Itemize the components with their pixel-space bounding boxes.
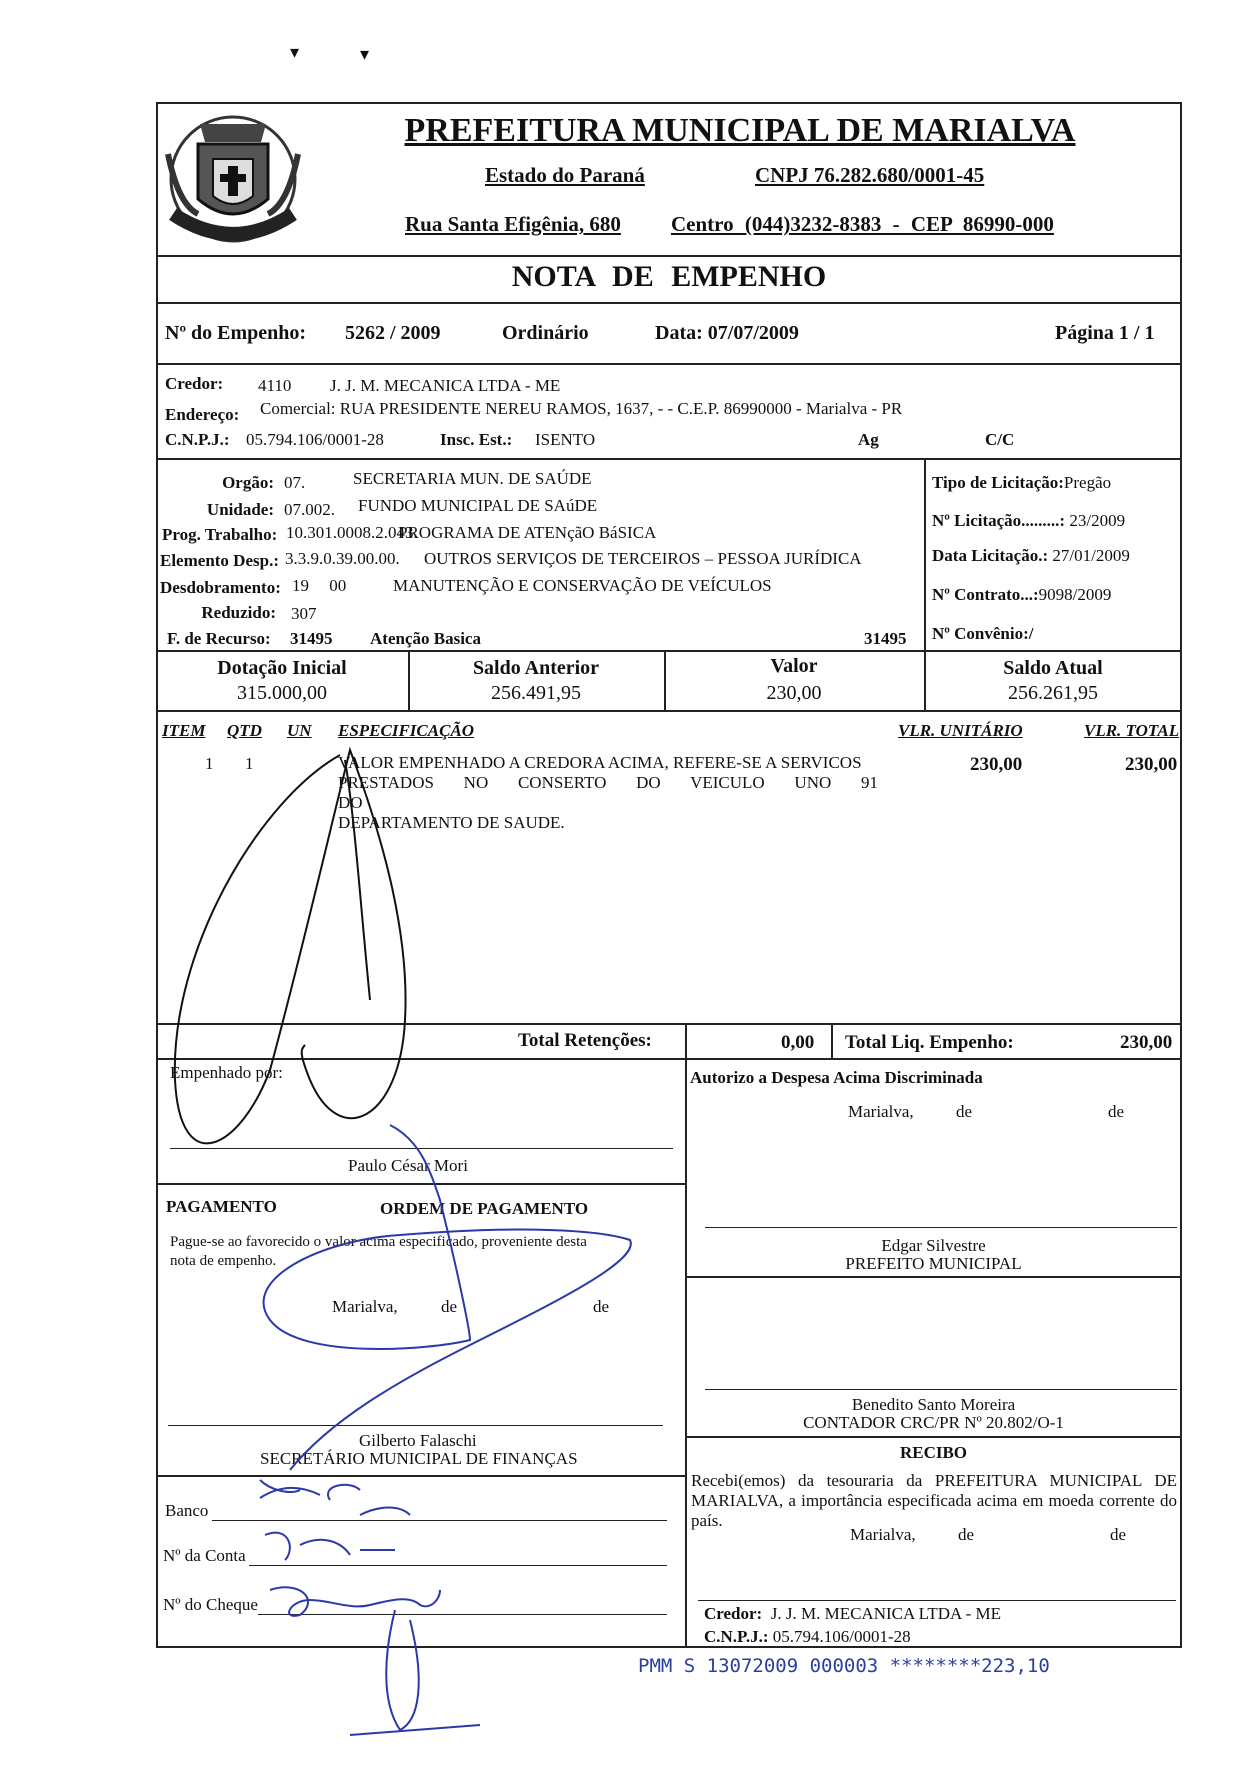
pagamento-text: Pague-se ao favorecido o valor acima especificado, proveniente desta: [170, 1234, 587, 1250]
recibo-city: Marialva,: [850, 1525, 916, 1544]
prog-value: PROGRAMA DE ATENçãO BáSICA: [398, 523, 657, 542]
desd-value: MANUTENÇÃO E CONSERVAÇÃO DE VEÍCULOS: [393, 576, 772, 595]
prog-code: 10.301.0008.2.043.: [286, 523, 418, 542]
pagamento-de: de: [593, 1297, 610, 1316]
orgao-code: 07.: [284, 473, 306, 492]
row-qtd: 1: [245, 754, 254, 773]
recibo-text: Recebi(emos) da tesouraria da PREFEITURA MUNICIPAL DE MARIALVA, a importância especificada acima em moeda corrente do país.: [691, 1471, 1177, 1530]
recibo-title: RECIBO: [899, 1443, 968, 1462]
pagamento-text: nota de empenho.: [170, 1253, 277, 1269]
fonte-code-right: 31495: [864, 629, 907, 648]
contador-title: CONTADOR CRC/PR Nº 20.802/O-1: [803, 1413, 1064, 1432]
prefeito-title: PREFEITO MUNICIPAL: [845, 1254, 1022, 1273]
cheque-label: Nº do Cheque: [163, 1595, 258, 1614]
credor-address: Comercial: RUA PRESIDENTE NEREU RAMOS, 1637, - - C.E.P. 86990000 - Marialva - PR: [260, 399, 903, 418]
bank-stamp: PMM S 13072009 000003 ********223,10: [638, 1655, 1050, 1677]
empenhado-por-name: Paulo César Mori: [348, 1156, 468, 1175]
recibo-credor: Credor: J. J. M. MECANICA LTDA - ME: [704, 1604, 1002, 1623]
reduzido-label: Reduzido:: [201, 603, 276, 622]
cnpj: CNPJ 76.282.680/0001-45: [755, 163, 985, 187]
doc-title: NOTA DE EMPENHO: [511, 260, 827, 293]
prog-label: Prog. Trabalho:: [162, 525, 278, 544]
licit-contrato: Nº Contrato...:9098/2009: [932, 585, 1112, 604]
district-phone: Centro (044)3232-8383 - CEP 86990-000: [671, 212, 1054, 236]
unidade-value: FUNDO MUNICIPAL DE SAúDE: [358, 496, 598, 515]
recibo-de: de: [958, 1525, 975, 1544]
col-vlr-total: VLR. TOTAL: [1084, 721, 1180, 740]
liquido-value: 230,00: [1120, 1032, 1173, 1053]
licit-tipo: Tipo de Licitação:Pregão: [932, 473, 1112, 492]
row-desc: VALOR EMPENHADO A CREDORA ACIMA, REFERE-SE A SERVICOS PRESTADOS NO CONSERTO DO VEICULO UNO 91 DO DEPARTAMENTO DE SAUDE.: [338, 753, 878, 832]
conta-label: Nº da Conta: [163, 1546, 246, 1565]
autorizo-city: Marialva,: [848, 1102, 914, 1121]
autorizo-de: de: [956, 1102, 973, 1121]
credor-code: 4110: [258, 376, 292, 395]
prefeito-name: Edgar Silvestre: [881, 1236, 986, 1255]
address-label: Endereço:: [165, 405, 240, 424]
col-qtd: QTD: [227, 721, 262, 740]
fonte-code: 31495: [290, 629, 333, 648]
saldo-atual-label: Saldo Atual: [1003, 657, 1103, 679]
desd-label: Desdobramento:: [160, 578, 281, 597]
credor-cnpj: 05.794.106/0001-28: [246, 430, 384, 449]
desd-code: 19 00: [292, 576, 347, 595]
coat-of-arms-logo: [158, 104, 308, 254]
scan-mark: ▾: [360, 44, 370, 64]
pagamento-city: Marialva,: [332, 1297, 398, 1316]
saldo-atual-value: 256.261,95: [1008, 682, 1098, 704]
fonte-value: Atenção Basica: [370, 629, 481, 648]
valor-label: Valor: [770, 655, 818, 677]
retencoes-label: Total Retenções:: [518, 1030, 652, 1051]
empenho-num-label: Nº do Empenho:: [165, 322, 307, 344]
credor-label: Credor:: [165, 374, 224, 393]
row-item: 1: [205, 754, 214, 773]
licit-convenio: Nº Convênio:/: [932, 624, 1034, 643]
row-unit: 230,00: [970, 754, 1023, 775]
credor-name: J. J. M. MECANICA LTDA - ME: [330, 376, 561, 395]
ag-label: Ag: [858, 430, 879, 449]
col-un: UN: [287, 721, 312, 740]
empenho-num: 5262 / 2009: [345, 322, 441, 344]
insc-value: ISENTO: [535, 430, 596, 449]
recibo-cnpj: C.N.P.J.: 05.794.106/0001-28: [704, 1627, 911, 1646]
elem-code: 3.3.9.0.39.00.00.: [285, 549, 400, 568]
saldo-anterior-label: Saldo Anterior: [472, 657, 600, 679]
col-item: ITEM: [162, 721, 206, 740]
licit-num: Nº Licitação.........: 23/2009: [932, 511, 1126, 530]
pagamento-de: de: [441, 1297, 458, 1316]
scan-mark: ▾: [290, 42, 300, 62]
col-especificacao: ESPECIFICAÇÃO: [338, 721, 475, 740]
cc-label: C/C: [985, 430, 1015, 449]
saldo-anterior-value: 256.491,95: [491, 682, 581, 704]
liquido-label: Total Liq. Empenho:: [845, 1032, 1014, 1053]
dotacao-value: 315.000,00: [237, 682, 327, 704]
empenho-date: Data: 07/07/2009: [655, 322, 799, 344]
orgao-label: Orgão:: [222, 473, 274, 492]
fonte-label: F. de Recurso:: [167, 629, 271, 648]
page-title: PREFEITURA MUNICIPAL DE MARIALVA: [404, 112, 1076, 149]
address: Rua Santa Efigênia, 680: [405, 212, 621, 236]
autorizo-de: de: [1108, 1102, 1125, 1121]
secretario-name: Gilberto Falaschi: [359, 1431, 477, 1450]
dotacao-label: Dotação Inicial: [217, 657, 347, 679]
licit-data: Data Licitação.: 27/01/2009: [932, 546, 1130, 565]
unidade-code: 07.002.: [284, 500, 335, 519]
reduzido-code: 307: [291, 604, 317, 623]
unidade-label: Unidade:: [206, 500, 274, 519]
recibo-de: de: [1110, 1525, 1127, 1544]
banco-label: Banco: [165, 1501, 209, 1520]
col-vlr-unitario: VLR. UNITÁRIO: [898, 721, 1023, 740]
empenhado-por-label: Empenhado por:: [170, 1063, 283, 1082]
elem-label: Elemento Desp.:: [160, 551, 279, 570]
elem-value: OUTROS SERVIÇOS DE TERCEIROS – PESSOA JURÍDICA: [424, 549, 862, 568]
autorizo-label: Autorizo a Despesa Acima Discriminada: [690, 1068, 983, 1087]
state: Estado do Paraná: [485, 163, 645, 187]
orgao-value: SECRETARIA MUN. DE SAÚDE: [353, 469, 592, 488]
ordem-pagamento-label: ORDEM DE PAGAMENTO: [380, 1199, 589, 1218]
secretario-title: SECRETÁRIO MUNICIPAL DE FINANÇAS: [260, 1449, 578, 1468]
page-number: Página 1 / 1: [1055, 322, 1155, 344]
cnpj-label: C.N.P.J.:: [165, 430, 230, 449]
retencoes-value: 0,00: [781, 1032, 815, 1053]
valor-value: 230,00: [766, 682, 822, 704]
row-total: 230,00: [1125, 754, 1178, 775]
pagamento-label: PAGAMENTO: [166, 1197, 277, 1216]
contador-name: Benedito Santo Moreira: [851, 1395, 1016, 1414]
insc-label: Insc. Est.:: [440, 430, 513, 449]
empenho-type: Ordinário: [502, 322, 589, 344]
